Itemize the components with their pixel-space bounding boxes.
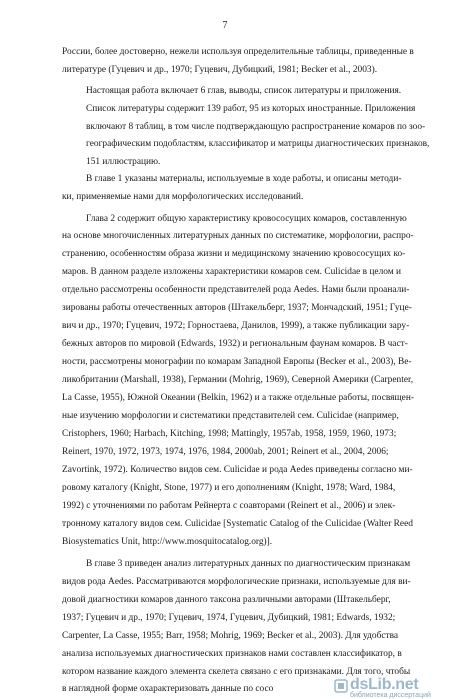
- text-line: странению, особенностям образа жизни и медицинскому значению кровососущих ко-: [62, 249, 406, 259]
- text-line: ровому каталогу (Knight, Stone, 1977) и его дополнениям (Knight, 1978; Ward, 1984,: [62, 483, 396, 493]
- text-line: Cristophers, 1960; Harbach, Kitching, 1998; Mattingly, 1957ab, 1958, 1959, 1960, 1973;: [62, 429, 397, 439]
- text-line: Biosystematics Unit, http://www.mosquitocatalog.org)].: [62, 537, 273, 547]
- text-line: на основе многочисленных литературных данных по систематике, морфологии, распро-: [62, 231, 414, 241]
- site-watermark: [334, 676, 442, 698]
- text-line: В главе 3 приведен анализ литературных данных по диагностическим признакам: [86, 559, 411, 569]
- text-line: Zavortink, 1972). Количество видов сем. Culicidae и рода Aedes приведены согласно ми-: [62, 465, 413, 475]
- text-line: географическим подобластям, классификатор и матрицы диагностических признаков,: [86, 139, 430, 149]
- text-line: ликобритании (Marshall, 1938), Германии (Mohrig, 1969), Северной Америки (Carpenter,: [62, 375, 414, 385]
- text-line: 151 иллюстрацию.: [86, 157, 161, 167]
- text-line: В главе 1 указаны материалы, используемые в ходе работы, и описаны методи-: [86, 174, 402, 184]
- text-line: маров. В данном разделе изложены характеристики комаров сем. Culicidae в целом и: [62, 267, 402, 277]
- text-line: вич и др., 1970; Гуцевич, 1972; Горностаева, Данилов, 1999), а также публикации зару-: [62, 321, 410, 331]
- text-line: тронному каталогу видов сем. Culicidae [Systematic Catalog of the Culicidae (Walter Reed: [62, 519, 413, 529]
- text-line: бежных авторов по мировой (Edwards, 1932) и региональным фаунам комаров. В част-: [62, 339, 408, 349]
- text-line: включают 8 таблиц, в том числе подтверждающую распространение комаров по зоо-: [86, 122, 426, 132]
- text-line: котором название каждого элемента скелета связано с его признаками. Для того, чтобы: [62, 667, 411, 677]
- text-line: La Casse, 1955), Южной Океании (Belkin, 1962) и а также отдельные работы, посвящен-: [62, 393, 414, 403]
- watermark-logo: dsLib.net: [350, 676, 419, 693]
- text-line: Глава 2 содержит общую характеристику кровососущих комаров, составленную: [86, 214, 407, 224]
- watermark-subtitle: библиотека диссертаций: [350, 692, 431, 699]
- text-line: довой диагностики комаров данного таксона различными авторами (Штакельберг,: [62, 595, 391, 605]
- text-line: Carpenter, La Casse, 1955; Barr, 1958; Mohrig, 1969; Becker et al., 2003). Для удобства: [62, 631, 399, 641]
- text-line: литературе (Гуцевич и др., 1970; Гуцевич, Дубицкий, 1981; Becker et al., 2003).: [62, 65, 378, 75]
- text-line: ности, рассмотрены монографии по комарам Западной Европы (Becker et al., 2003), Ве-: [62, 357, 412, 367]
- text-line: в наглядной форме охарактеризовать данные по сосо: [62, 684, 274, 694]
- text-line: ки, применяемые нами для морфологических исследований.: [62, 192, 304, 202]
- text-line: 1937; Гуцевич и др., 1970; Гуцевич, 1974, Гуцевич, Дубицкий, 1981; Edwards, 1932;: [62, 613, 396, 623]
- text-line: Reinert, 1970, 1972, 1973, 1974, 1976, 1984, 2000ab, 2001; Reinert et al., 2004, 2006;: [62, 447, 389, 457]
- text-line: зированы работы отечественных авторов (Штакельберг, 1937; Мончадский, 1951; Гуце-: [62, 303, 412, 313]
- dslib-logo-icon: [334, 679, 348, 693]
- text-line: 1992) с уточнениями по работам Рейнерта с соавторами (Reinert et al., 2006) и элек-: [62, 501, 396, 511]
- text-line: видов рода Aedes. Рассматриваются морфологические признаки, используемые для ви-: [62, 577, 411, 587]
- text-line: анализа используемых диагностических признаков нами составлен классификатор, в: [62, 649, 402, 659]
- text-line: Настоящая работа включает 6 глав, выводы, список литературы и приложения.: [86, 86, 402, 96]
- text-line: Список литературы содержит 139 работ, 95 из которых иностранные. Приложения: [86, 104, 416, 114]
- page-number: 7: [222, 20, 228, 31]
- text-line: ные изучению морфологии и систематики представителей сем. Culicidae (например,: [62, 411, 399, 421]
- text-line: России, более достоверно, нежели используя определительные таблицы, приведенные в: [62, 47, 414, 57]
- text-line: отдельно рассмотрены особенности представителей рода Aedes. Нами были проанали-: [62, 285, 410, 295]
